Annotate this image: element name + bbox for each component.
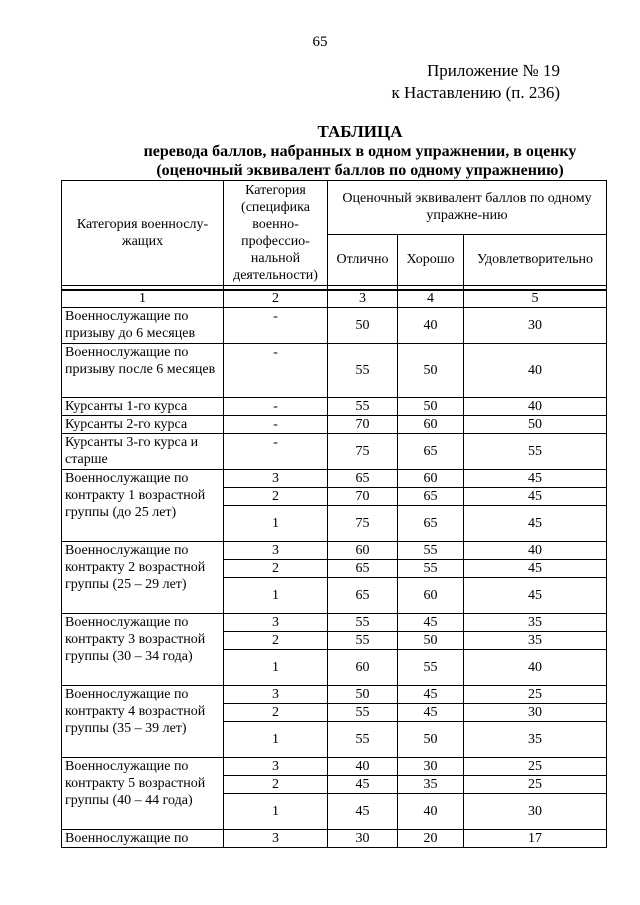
good-score-cell: 45: [398, 614, 464, 632]
excellent-score-cell: 75: [328, 434, 398, 470]
category-code-cell: -: [224, 344, 328, 398]
column-number: 2: [224, 290, 328, 308]
excellent-score-cell: 55: [328, 398, 398, 416]
header-servicemen-category: Категория военнослу-жащих: [62, 181, 224, 286]
satisfactory-score-cell: 35: [464, 722, 607, 758]
servicemen-category-cell: Курсанты 3-го курса и старше: [62, 434, 224, 470]
satisfactory-score-cell: 30: [464, 704, 607, 722]
excellent-score-cell: 65: [328, 578, 398, 614]
category-code-cell: 2: [224, 776, 328, 794]
subtitle-line-1: перевода баллов, набранных в одном упражнении, в оценку: [143, 143, 577, 160]
servicemen-category-cell: Военнослужащие по контракту 4 возрастной группы (35 – 39 лет): [62, 686, 224, 758]
table-row: [62, 830, 607, 848]
category-code-cell: -: [224, 434, 328, 470]
header-good: Хорошо: [398, 234, 464, 286]
category-code-cell: 3: [224, 614, 328, 632]
excellent-score-cell: 55: [328, 704, 398, 722]
good-score-cell: 45: [398, 704, 464, 722]
subtitle-line-2: (оценочный эквивалент баллов по одному упражнению): [156, 162, 564, 179]
category-code-cell: 1: [224, 794, 328, 830]
column-number: 5: [464, 290, 607, 308]
category-code-cell: -: [224, 416, 328, 434]
satisfactory-score-cell: 45: [464, 560, 607, 578]
satisfactory-score-cell: 40: [464, 344, 607, 398]
excellent-score-cell: 70: [328, 488, 398, 506]
category-code-cell: 1: [224, 578, 328, 614]
column-number: 3: [328, 290, 398, 308]
document-title: ТАБЛИЦА: [317, 122, 403, 141]
good-score-cell: 50: [398, 632, 464, 650]
category-code-cell: 3: [224, 686, 328, 704]
excellent-score-cell: 65: [328, 470, 398, 488]
satisfactory-score-cell: 55: [464, 434, 607, 470]
header-excellent: Отлично: [328, 234, 398, 286]
excellent-score-cell: 55: [328, 722, 398, 758]
good-score-cell: 35: [398, 776, 464, 794]
satisfactory-score-cell: 25: [464, 776, 607, 794]
category-code-cell: 2: [224, 632, 328, 650]
header-category-specifics: Категория (специфика военно-профессио-нальной деятельности): [224, 181, 328, 286]
satisfactory-score-cell: 30: [464, 794, 607, 830]
table-row: [62, 758, 607, 776]
servicemen-category-cell: Военнослужащие по контракту 3 возрастной группы (30 – 34 года): [62, 614, 224, 686]
servicemen-category-cell: Военнослужащие по контракту 5 возрастной группы (40 – 44 года): [62, 758, 224, 830]
satisfactory-score-cell: 45: [464, 506, 607, 542]
good-score-cell: 65: [398, 506, 464, 542]
excellent-score-cell: 60: [328, 542, 398, 560]
category-code-cell: 2: [224, 560, 328, 578]
servicemen-category-cell: Военнослужащие по призыву до 6 месяцев: [62, 308, 224, 344]
category-code-cell: 1: [224, 506, 328, 542]
satisfactory-score-cell: 35: [464, 614, 607, 632]
good-score-cell: 40: [398, 308, 464, 344]
good-score-cell: 45: [398, 686, 464, 704]
satisfactory-score-cell: 40: [464, 650, 607, 686]
column-number: 4: [398, 290, 464, 308]
good-score-cell: 50: [398, 344, 464, 398]
category-code-cell: -: [224, 398, 328, 416]
satisfactory-score-cell: 30: [464, 308, 607, 344]
good-score-cell: 55: [398, 542, 464, 560]
good-score-cell: 30: [398, 758, 464, 776]
satisfactory-score-cell: 45: [464, 470, 607, 488]
good-score-cell: 60: [398, 578, 464, 614]
excellent-score-cell: 75: [328, 506, 398, 542]
table-row: [62, 470, 607, 488]
header-score-equivalent: Оценочный эквивалент баллов по одному упражне-нию: [328, 181, 607, 235]
column-numbers-row: [62, 290, 607, 308]
satisfactory-score-cell: 45: [464, 488, 607, 506]
category-code-cell: 2: [224, 488, 328, 506]
category-code-cell: 3: [224, 758, 328, 776]
excellent-score-cell: 60: [328, 650, 398, 686]
header-satisfactory: Удовлетворительно: [464, 234, 607, 286]
category-code-cell: 2: [224, 704, 328, 722]
good-score-cell: 50: [398, 722, 464, 758]
satisfactory-score-cell: 17: [464, 830, 607, 848]
table-row: [62, 686, 607, 704]
table-row: [62, 308, 607, 344]
servicemen-category-cell: Курсанты 1-го курса: [62, 398, 224, 416]
document-subtitle: [60, 142, 640, 180]
good-score-cell: 65: [398, 488, 464, 506]
category-code-cell: 3: [224, 470, 328, 488]
appendix-line-2: к Наставлению (п. 236): [391, 83, 560, 102]
excellent-score-cell: 55: [328, 632, 398, 650]
column-number: 1: [62, 290, 224, 308]
category-code-cell: 1: [224, 650, 328, 686]
servicemen-category-cell: Военнослужащие по: [62, 830, 224, 848]
table-row: [62, 416, 607, 434]
good-score-cell: 20: [398, 830, 464, 848]
servicemen-category-cell: Военнослужащие по призыву после 6 месяцев: [62, 344, 224, 398]
excellent-score-cell: 40: [328, 758, 398, 776]
satisfactory-score-cell: 25: [464, 686, 607, 704]
excellent-score-cell: 55: [328, 344, 398, 398]
good-score-cell: 60: [398, 470, 464, 488]
category-code-cell: 3: [224, 830, 328, 848]
category-code-cell: 1: [224, 722, 328, 758]
excellent-score-cell: 50: [328, 308, 398, 344]
excellent-score-cell: 55: [328, 614, 398, 632]
score-conversion-table: [61, 180, 607, 848]
excellent-score-cell: 50: [328, 686, 398, 704]
table-row: [62, 614, 607, 632]
excellent-score-cell: 70: [328, 416, 398, 434]
category-code-cell: 3: [224, 542, 328, 560]
satisfactory-score-cell: 45: [464, 578, 607, 614]
table-row: [62, 434, 607, 470]
servicemen-category-cell: Военнослужащие по контракту 1 возрастной группы (до 25 лет): [62, 470, 224, 542]
good-score-cell: 40: [398, 794, 464, 830]
satisfactory-score-cell: 40: [464, 542, 607, 560]
satisfactory-score-cell: 25: [464, 758, 607, 776]
table-row: [62, 398, 607, 416]
table-row: [62, 344, 607, 398]
good-score-cell: 55: [398, 650, 464, 686]
appendix-reference: [392, 60, 560, 104]
satisfactory-score-cell: 35: [464, 632, 607, 650]
page-number: 65: [312, 34, 328, 50]
excellent-score-cell: 45: [328, 794, 398, 830]
good-score-cell: 60: [398, 416, 464, 434]
excellent-score-cell: 65: [328, 560, 398, 578]
servicemen-category-cell: Курсанты 2-го курса: [62, 416, 224, 434]
good-score-cell: 50: [398, 398, 464, 416]
satisfactory-score-cell: 40: [464, 398, 607, 416]
appendix-line-1: Приложение № 19: [427, 61, 560, 80]
satisfactory-score-cell: 50: [464, 416, 607, 434]
excellent-score-cell: 30: [328, 830, 398, 848]
servicemen-category-cell: Военнослужащие по контракту 2 возрастной группы (25 – 29 лет): [62, 542, 224, 614]
good-score-cell: 65: [398, 434, 464, 470]
excellent-score-cell: 45: [328, 776, 398, 794]
category-code-cell: -: [224, 308, 328, 344]
table-row: [62, 542, 607, 560]
good-score-cell: 55: [398, 560, 464, 578]
